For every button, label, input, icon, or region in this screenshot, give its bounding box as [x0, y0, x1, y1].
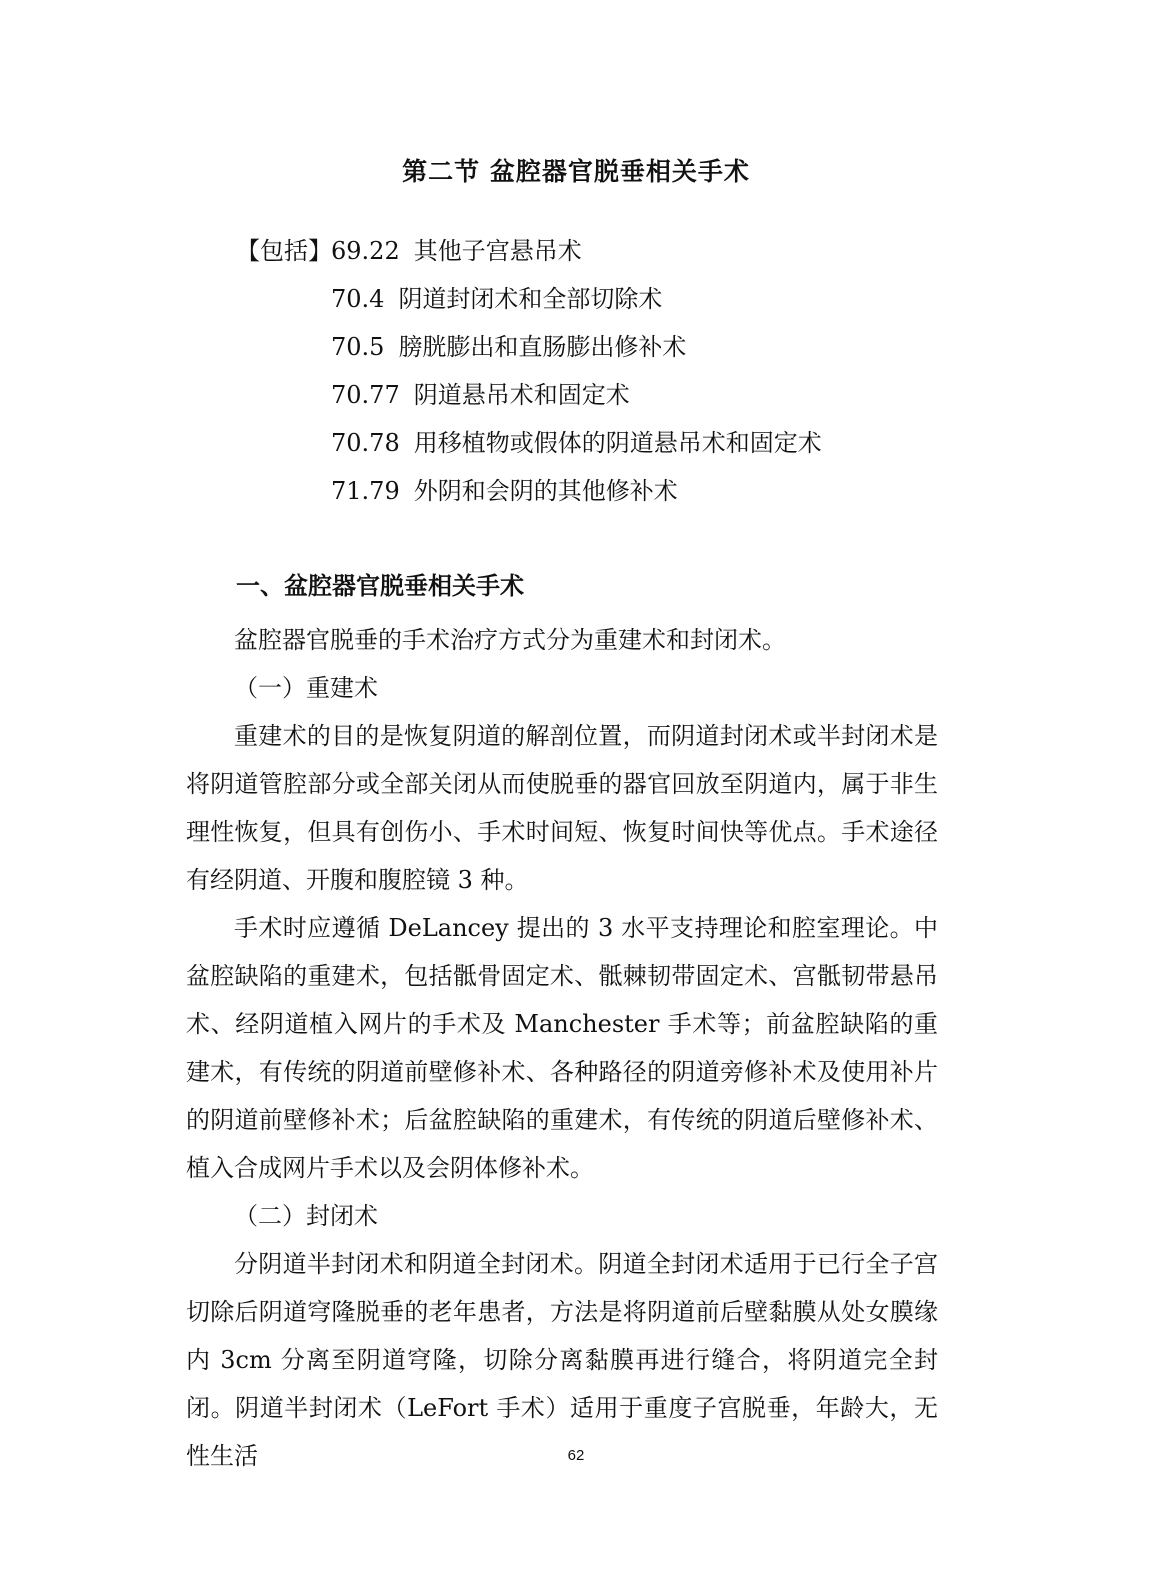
paragraph: 盆腔器官脱垂的手术治疗方式分为重建术和封闭术。: [234, 626, 786, 654]
procedure-desc: 用移植物或假体的阴道悬吊术和固定术: [413, 429, 822, 457]
includes-list: [236, 233, 936, 521]
paragraph: 手术时应遵循 DeLancey 提出的 3 水平支持理论和腔室理论。中盆腔缺陷的重建术，包括骶骨固定术、骶棘韧带固定术、宫骶韧带悬吊术、经阴道植入网片的手术及 Manchester 手术等；前盆腔缺陷的重建术，有传统的阴道前壁修补术、各种路径的阴道旁修补术及使用补片的阴道前壁修补术；后盆腔缺陷的重建术，有传统的阴道后壁修补术、植入合成网片手术以及会阴体修补术。: [186, 914, 938, 1182]
paragraph: 分阴道半封闭术和阴道全封闭术。阴道全封闭术适用于已行全子宫切除后阴道穹隆脱垂的老年患者，方法是将阴道前后壁黏膜从处女膜缘内 3cm 分离至阴道穹隆，切除分离黏膜再进行缝合，将阴道完全封闭。阴道半封闭术（LeFort 手术）适用于重度子宫脱垂，年龄大，无性生活: [186, 1250, 938, 1470]
procedure-code: 70.78: [331, 429, 400, 457]
procedure-code: 70.4: [331, 285, 385, 313]
paragraph: 重建术的目的是恢复阴道的解剖位置，而阴道封闭术或半封闭术是将阴道管腔部分或全部关闭从而使脱垂的器官回放至阴道内，属于非生理性恢复，但具有创伤小、手术时间短、恢复时间快等优点。手术途径有经阴道、开腹和腹腔镜 3 种。: [186, 722, 938, 894]
subheading: （一）重建术: [234, 674, 378, 702]
procedure-desc: 阴道封闭术和全部切除术: [398, 285, 663, 313]
procedure-desc: 阴道悬吊术和固定术: [413, 381, 630, 409]
subheading: （二）封闭术: [234, 1202, 378, 1230]
procedure-desc: 其他子宫悬吊术: [413, 237, 582, 265]
procedure-code: 70.77: [331, 381, 400, 409]
page-number: 62: [567, 1447, 585, 1464]
includes-item: [236, 473, 936, 521]
heading-level-1: 一、盆腔器官脱垂相关手术: [236, 571, 524, 600]
body-text: [186, 616, 938, 1480]
procedure-desc: 外阴和会阴的其他修补术: [413, 477, 678, 505]
procedure-code: 69.22: [331, 237, 400, 265]
procedure-code: 70.5: [331, 333, 385, 361]
includes-item: [236, 329, 936, 377]
procedure-desc: 膀胱膨出和直肠膨出修补术: [398, 333, 687, 361]
includes-item: [236, 425, 936, 473]
includes-item: [236, 377, 936, 425]
includes-item: [236, 281, 936, 329]
includes-item: [236, 233, 936, 281]
section-title: 第二节 盆腔器官脱垂相关手术: [402, 157, 750, 186]
procedure-code: 71.79: [331, 477, 400, 505]
includes-label: 【包括】: [236, 237, 332, 265]
